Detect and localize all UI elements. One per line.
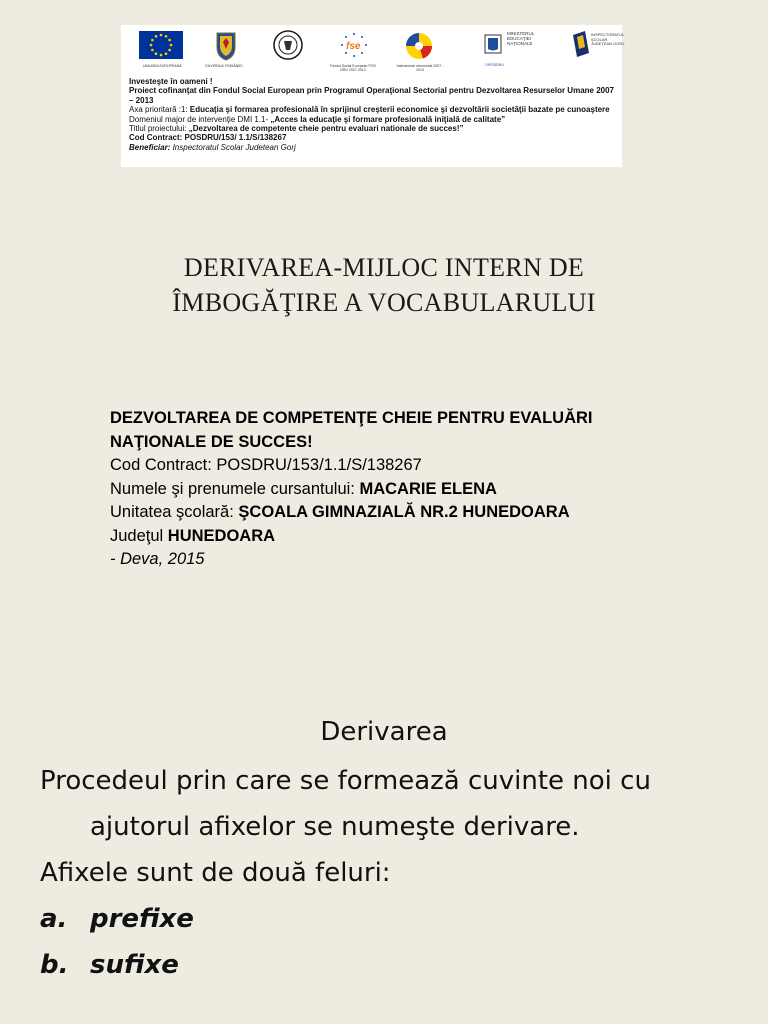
ministry-logo-icon [481, 29, 535, 67]
info-school: Unitatea şcolară: ŞCOALA GIMNAZIALĂ NR.2 HUNEDOARA [110, 503, 570, 521]
logo-caption: Fondul Social European POS DRU 2007-2013 [330, 64, 376, 72]
definition-line: ajutorul afixelor se numeşte derivare. [90, 812, 580, 842]
svg-text:fse: fse [346, 41, 361, 52]
slide-derivation [0, 688, 768, 1024]
fse-logo-icon [330, 29, 376, 72]
title-line: ÎMBOGĂŢIRE A VOCABULARULUI [172, 288, 596, 317]
definition-line: Procedeul prin care se formează cuvinte noi cu [40, 766, 651, 796]
info-heading: DEZVOLTAREA DE COMPETENŢE CHEIE PENTRU EVALUĂRI [110, 409, 593, 427]
banner-slogan: Investeşte în oameni ! [129, 77, 213, 86]
partner-logos [131, 29, 625, 73]
info-contract: Cod Contract: POSDRU/153/1.1/S/138267 [110, 456, 422, 474]
slide-heading: Derivarea [320, 717, 448, 747]
info-place-date: - Deva, 2015 [110, 550, 205, 568]
info-county: Judeţul HUNEDOARA [110, 526, 276, 545]
course-info [110, 407, 710, 572]
slide-body [40, 758, 740, 988]
government-crest-icon [205, 29, 243, 68]
banner-beneficiary: Beneficiar: Inspectoratul Scolar Judetean Gorj [129, 142, 296, 152]
eu-flag-icon [137, 29, 185, 68]
logo-caption: MINISTERUL EDUCAŢIEI NAŢIONALE [507, 31, 535, 46]
logo-caption: GUVERNUL ROMÂNIEI [205, 64, 243, 68]
info-heading: NAŢIONALE DE SUCCES! [110, 432, 313, 451]
banner-priority-axis: Axa prioritară :1: Educaţia şi formarea profesională în sprijinul creşterii economice şi dezvoltării societăţii bazate pe cunoaştere [129, 105, 610, 115]
logo-caption: OIPOSDRU [485, 63, 504, 67]
logo-caption: INSPECTORATUL ŞCOLAR JUDEŢEAN GORJ [591, 32, 625, 47]
title-line: DERIVAREA-MIJLOC INTERN DE [183, 253, 585, 282]
banner-domain: Domeniul major de intervenţie DMI 1.1- „Acces la educaţie şi formare profesională iniţială de calitate” [129, 114, 506, 124]
banner-contract: Cod Contract: POSDRU/153/ 1.1/S/138267 [129, 133, 287, 143]
structural-instruments-icon [396, 29, 444, 72]
affix-intro: Afixele sunt de două feluri: [40, 858, 391, 888]
list-item: b. sufixe [40, 950, 179, 980]
logo-caption: Instrumente structurale 2007 - 2013 [396, 64, 444, 72]
banner-text [129, 77, 619, 152]
inspectorate-logo-icon [571, 29, 625, 64]
project-banner [121, 25, 625, 167]
banner-cofinancing: Proiect cofinanţat din Fondul Social European prin Programul Operaţional Sectorial pentru Dezvoltarea Resurselor Umane 2007 – 2013 [129, 86, 615, 105]
list-item: a. prefixe [40, 904, 194, 934]
slide-title [40, 250, 728, 320]
info-participant: Numele şi prenumele cursantului: MACARIE ELENA [110, 479, 497, 498]
round-seal-icon [271, 29, 305, 68]
banner-project-title: Titlul proiectului: „Dezvoltarea de competente cheie pentru evaluari nationale de succes!” [129, 124, 464, 134]
logo-caption: UNIUNEA EUROPEANĂ [143, 64, 182, 68]
